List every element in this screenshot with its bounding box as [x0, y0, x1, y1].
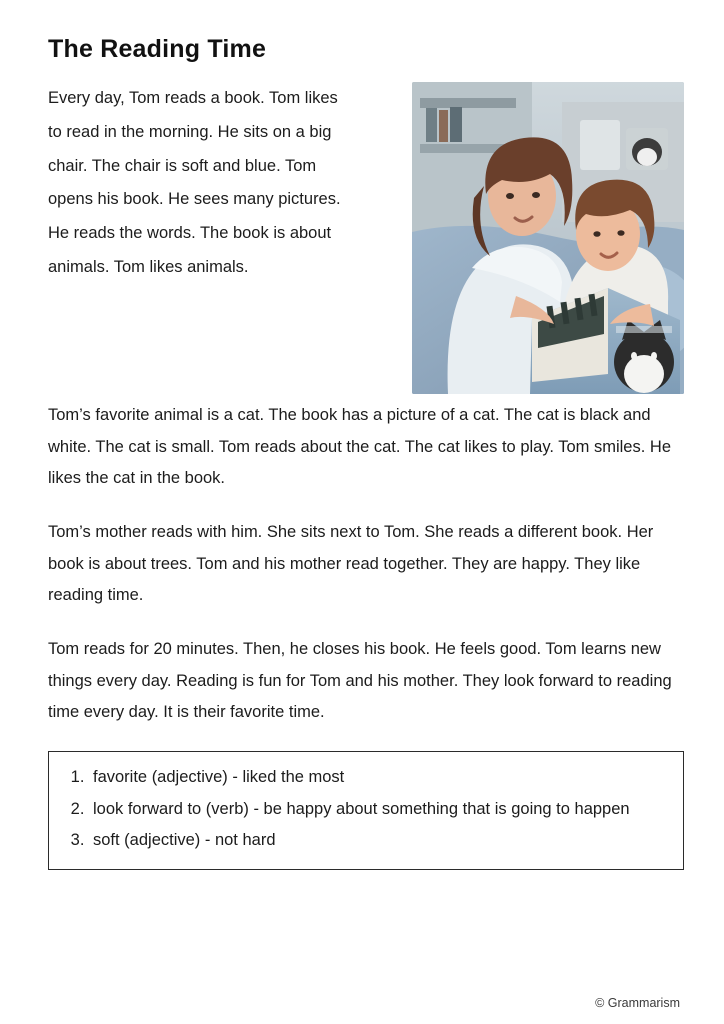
list-item: 2. look forward to (verb) - be happy about something that is going to happen — [89, 796, 667, 824]
vocabulary-list — [65, 764, 667, 855]
list-item: 1. favorite (adjective) - liked the most — [89, 764, 667, 792]
vocabulary-box — [48, 751, 684, 870]
intro-block — [48, 82, 684, 400]
paragraph-3: Tom’s mother reads with him. She sits next to Tom. She reads a different book. Her book is about trees. Tom and his mother read together. They are happy. They like reading time. — [48, 523, 654, 605]
page-title: The Reading Time — [48, 35, 267, 63]
paragraph-4: Tom reads for 20 minutes. Then, he closes his book. He feels good. Tom learns new things every day. Reading is fun for Tom and his mother. They look forward to reading time every day. It is their favorite time. — [48, 640, 672, 722]
copyright-footer: © Grammarism — [595, 996, 680, 1010]
paragraph-2: Tom’s favorite animal is a cat. The book has a picture of a cat. The cat is black and white. The cat is small. Tom reads about the cat. The cat likes to play. Tom smiles. He likes the cat in the book. — [48, 406, 671, 488]
list-item: 3. soft (adjective) - not hard — [89, 827, 667, 855]
paragraph-1: Every day, Tom reads a book. Tom likes to read in the morning. He sits on a big chair. The chair is soft and blue. Tom opens his book. He sees many pictures. He reads the words. The book is about animals. Tom likes animals. — [48, 89, 341, 277]
reading-photo — [412, 82, 684, 394]
reading-photo-illustration — [412, 82, 684, 394]
